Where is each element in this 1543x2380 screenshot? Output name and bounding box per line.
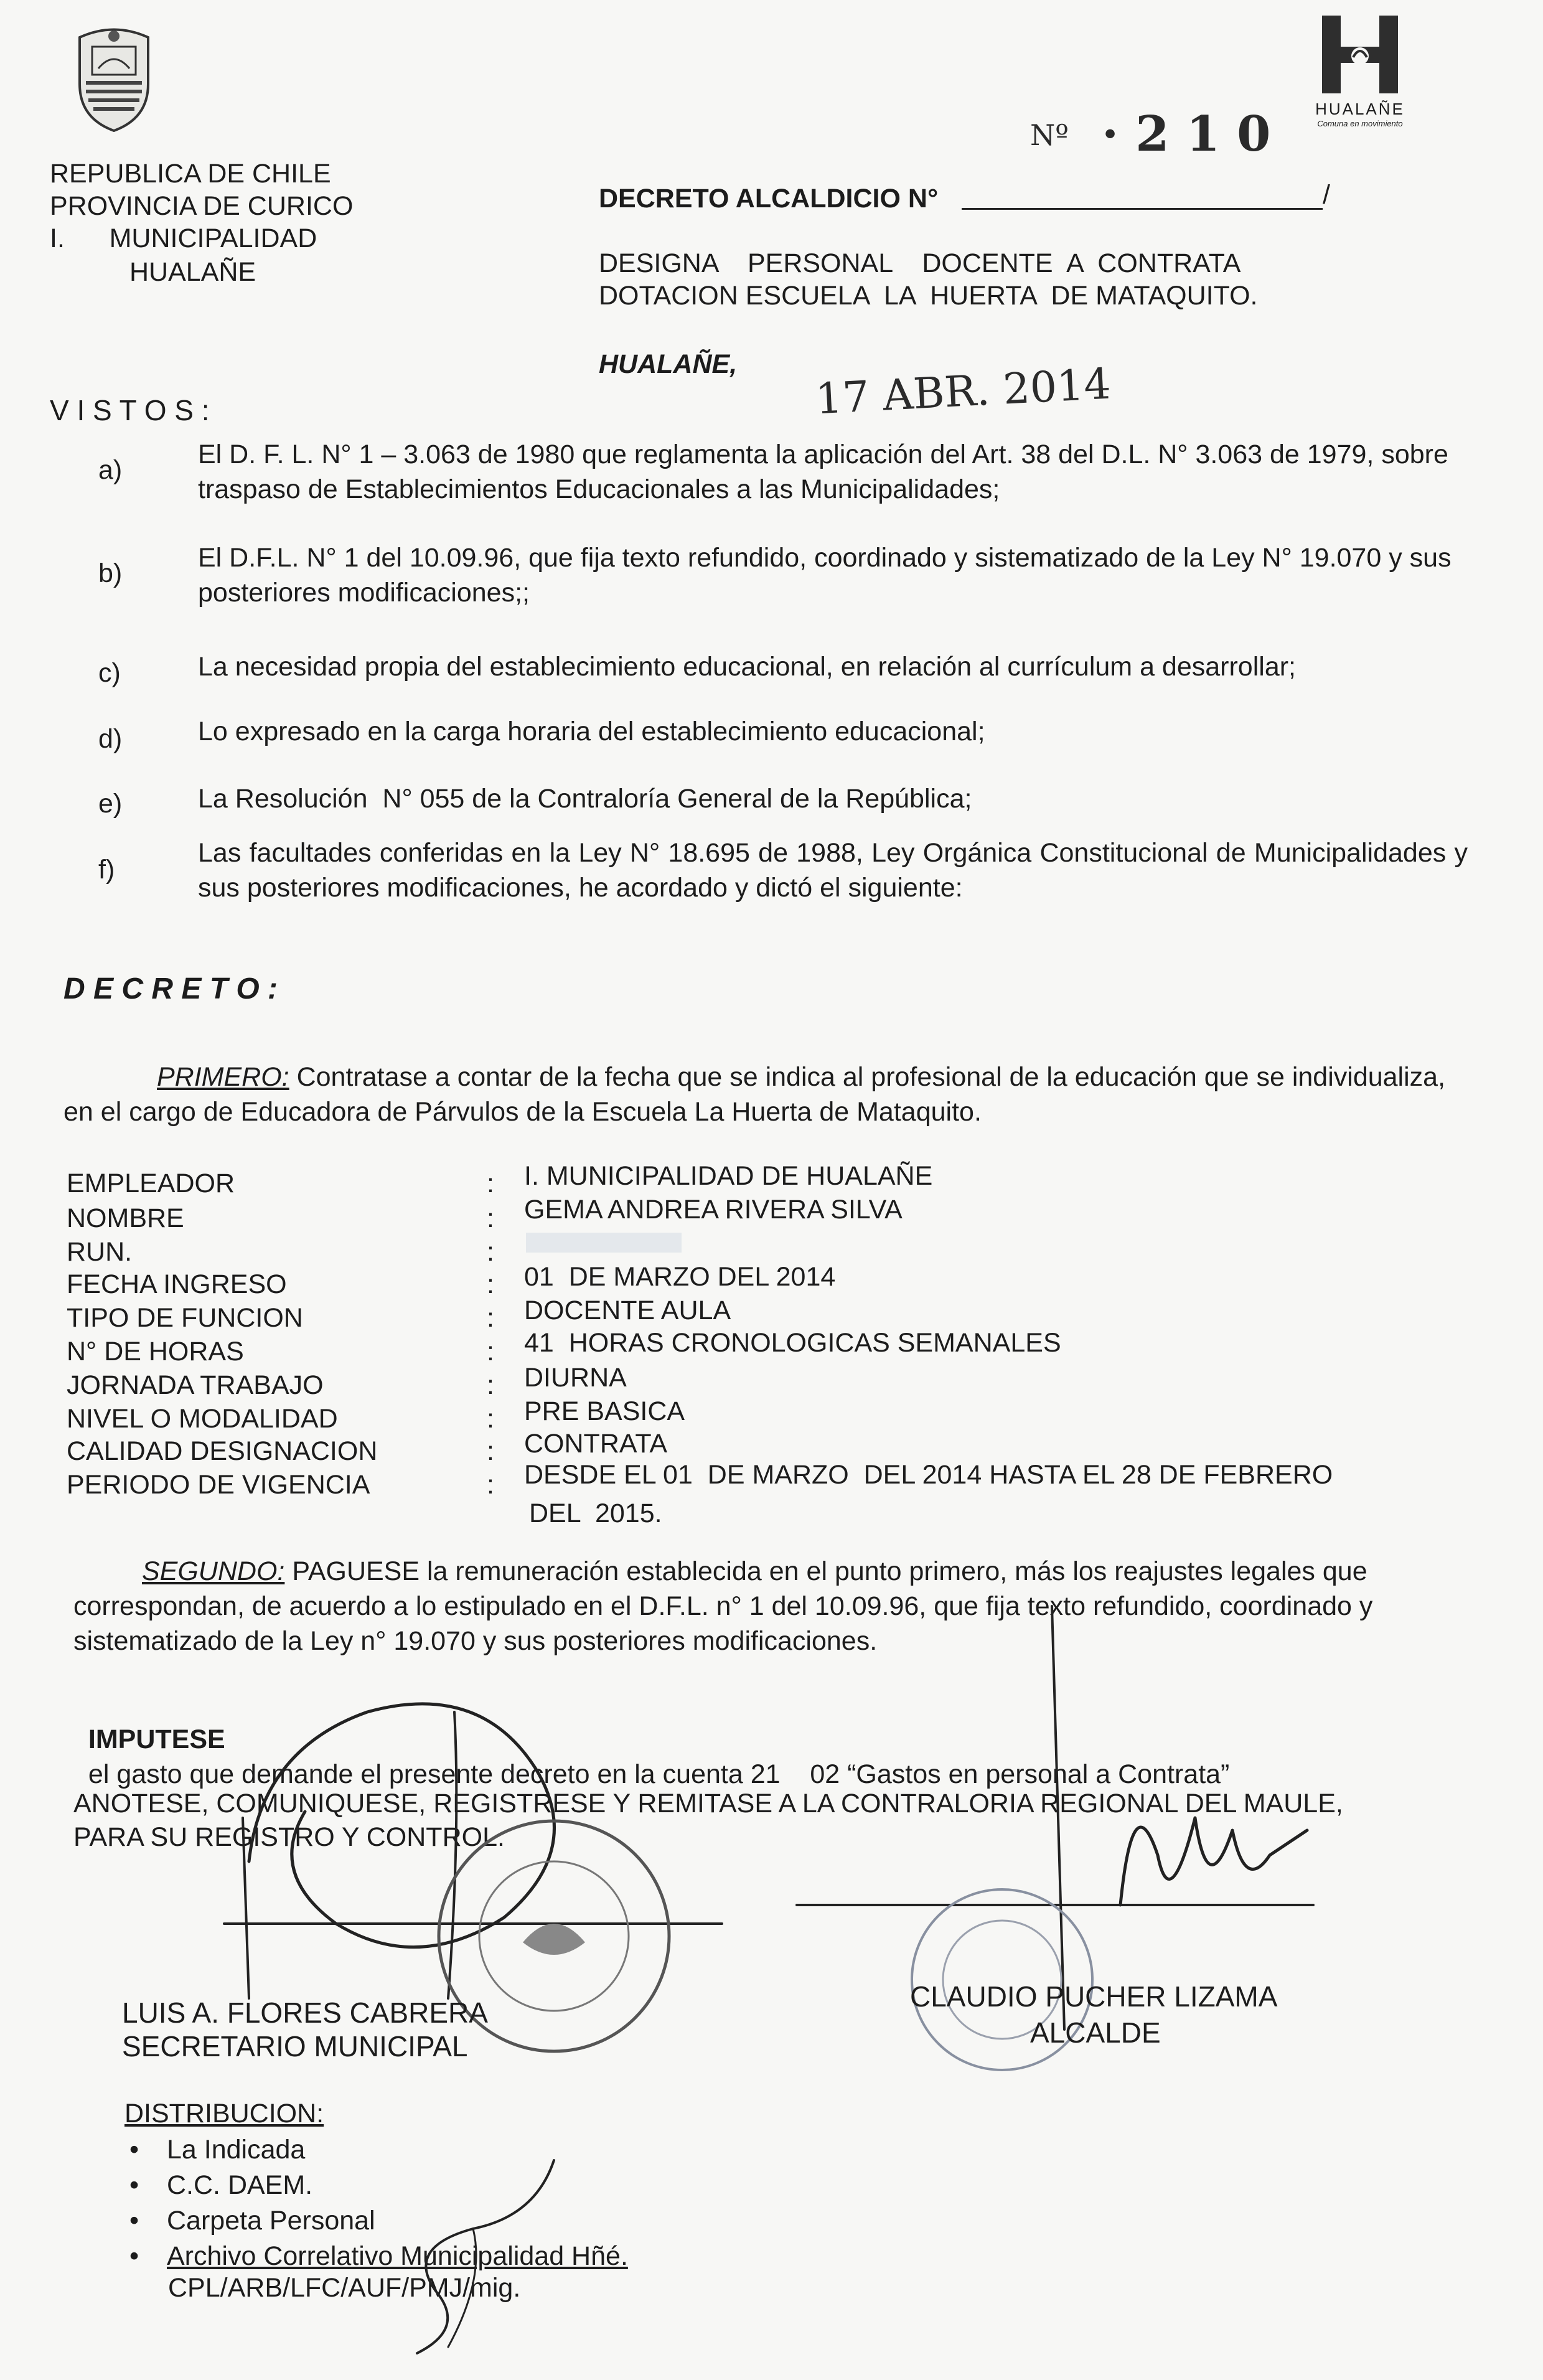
vistos-letter-a: a): [98, 455, 123, 485]
field-value-fecha-ingreso: 01 DE MARZO DEL 2014: [524, 1262, 836, 1292]
decree-number-handwritten: · 2 1 0: [1102, 106, 1271, 162]
field-label-tipo-funcion: TIPO DE FUNCION: [67, 1303, 303, 1333]
left-signatory-title: SECRETARIO MUNICIPAL: [122, 2030, 468, 2063]
field-colon: :: [487, 1303, 494, 1333]
decree-title: DECRETO ALCALDICIO N°: [599, 184, 939, 214]
field-label-horas: N° DE HORAS: [67, 1337, 244, 1366]
field-value-jornada: DIURNA: [524, 1363, 627, 1393]
right-signatory-title: ALCALDE: [1030, 2016, 1161, 2049]
field-value-vigencia: DESDE EL 01 DE MARZO DEL 2014 HASTA EL 28 DE FEBRERO: [524, 1460, 1333, 1490]
anotese-line-2: PARA SU REGISTRO Y CONTROL.: [73, 1822, 505, 1852]
field-label-vigencia: PERIODO DE VIGENCIA: [67, 1470, 370, 1500]
field-value-calidad: CONTRATA: [524, 1429, 668, 1459]
field-label-run: RUN.: [67, 1237, 133, 1267]
segundo-text: PAGUESE la remuneración establecida en el punto primero, más los reajustes legales que correspondan, de acuerdo a lo estipulado en el D.F.L. n° 1 del 10.09.96, que fija texto refundido, coordinado y sistematizado de la Ley n° 19.070 y sus posteriores modificaciones.: [73, 1556, 1373, 1656]
list-item: • Carpeta Personal: [124, 2203, 628, 2239]
vistos-letter-d: d): [98, 724, 123, 754]
imputese-text: el gasto que demande el presente decreto en la cuenta 21 02 “Gastos en personal a Contrata”: [88, 1759, 1230, 1789]
field-label-jornada: JORNADA TRABAJO: [67, 1370, 324, 1400]
vistos-letter-c: c): [98, 658, 121, 688]
field-value-vigencia-continuation: DEL 2015.: [529, 1498, 662, 1528]
vistos-letter-e: e): [98, 789, 123, 819]
decree-number-slash: /: [1323, 180, 1330, 210]
vistos-text-a: El D. F. L. N° 1 – 3.063 de 1980 que reglamenta la aplicación del Art. 38 del D.L. N° 3.063 de 1979, sobre traspaso de Establecimientos Educacionales a las Municipalidades;: [198, 440, 1448, 504]
list-item: • Archivo Correlativo Municipalidad Hñé.: [124, 2239, 628, 2274]
field-label-calidad: CALIDAD DESIGNACION: [67, 1436, 378, 1466]
field-value-nombre: GEMA ANDREA RIVERA SILVA: [524, 1195, 903, 1225]
field-colon: :: [487, 1169, 494, 1198]
subject-line-2: DOTACION ESCUELA LA HUERTA DE MATAQUITO.: [599, 281, 1258, 311]
field-colon: :: [487, 1404, 494, 1434]
field-value-run-redacted: [526, 1233, 682, 1253]
vistos-heading: V I S T O S :: [50, 394, 210, 426]
coat-of-arms-logo: [67, 25, 161, 134]
field-colon: :: [487, 1203, 494, 1233]
field-label-empleador: EMPLEADOR: [67, 1169, 235, 1198]
list-item: • C.C. DAEM.: [124, 2168, 628, 2203]
field-value-tipo-funcion: DOCENTE AULA: [524, 1296, 731, 1325]
field-value-empleador: I. MUNICIPALIDAD DE HUALAÑE: [524, 1161, 933, 1191]
vistos-text-e: La Resolución N° 055 de la Contraloría General de la República;: [198, 784, 972, 814]
field-label-fecha-ingreso: FECHA INGRESO: [67, 1269, 287, 1299]
hualane-logo: [1313, 12, 1407, 137]
institution-line-1: REPUBLICA DE CHILE: [50, 159, 331, 189]
vistos-text-c: La necesidad propia del establecimiento educacional, en relación al currículum a desarrollar;: [198, 652, 1297, 682]
vistos-letter-f: f): [98, 855, 115, 885]
list-item: • La Indicada: [124, 2132, 628, 2168]
vistos-letter-b: b): [98, 558, 123, 588]
institution-line-2: PROVINCIA DE CURICO: [50, 191, 354, 221]
distribucion-initials: CPL/ARB/LFC/AUF/PMJ/mig.: [168, 2273, 521, 2303]
field-label-nivel: NIVEL O MODALIDAD: [67, 1404, 338, 1434]
field-colon: :: [487, 1269, 494, 1299]
right-signatory-name: CLAUDIO PUCHER LIZAMA: [910, 1980, 1278, 2013]
hualane-logo-tagline: Comuna en movimiento: [1317, 119, 1403, 128]
institution-line-3: I. MUNICIPALIDAD: [50, 223, 317, 253]
hualane-logo-wordmark: HUALAÑE: [1315, 100, 1405, 118]
primero-text: Contratase a contar de la fecha que se indica al profesional de la educación que se individualiza, en el cargo de Educadora de Párvulos de la Escuela La Huerta de Mataquito.: [63, 1062, 1446, 1127]
field-label-nombre: NOMBRE: [67, 1203, 184, 1233]
field-colon: :: [487, 1470, 494, 1500]
subject-line-1: DESIGNA PERSONAL DOCENTE A CONTRATA: [599, 248, 1241, 278]
institution-line-4: HUALAÑE: [129, 257, 256, 287]
vistos-text-d: Lo expresado en la carga horaria del establecimiento educacional;: [198, 717, 985, 746]
initials-scribble: [349, 2142, 585, 2366]
primero-label: PRIMERO:: [157, 1062, 289, 1092]
distribucion-heading: DISTRIBUCION:: [124, 2099, 324, 2128]
field-colon: :: [487, 1436, 494, 1466]
imputese-label: IMPUTESE: [88, 1724, 225, 1754]
anotese-line-1: ANOTESE, COMUNIQUESE, REGISTRESE Y REMITASE A LA CONTRALORIA REGIONAL DEL MAULE,: [73, 1789, 1343, 1818]
field-colon: :: [487, 1370, 494, 1400]
segundo-label: SEGUNDO:: [142, 1556, 285, 1586]
primero-paragraph: [63, 1060, 1470, 1129]
field-colon: :: [487, 1337, 494, 1366]
decree-number-line: [962, 208, 1323, 210]
decree-number-prefix: Nº: [1030, 118, 1069, 152]
date-stamp: 17 ABR. 2014: [814, 359, 1112, 425]
place-label: HUALAÑE,: [599, 349, 738, 379]
left-signatory-name: LUIS A. FLORES CABRERA: [122, 1997, 488, 2029]
field-value-horas: 41 HORAS CRONOLOGICAS SEMANALES: [524, 1328, 1061, 1358]
field-value-nivel: PRE BASICA: [524, 1396, 685, 1426]
vistos-text-b: El D.F.L. N° 1 del 10.09.96, que fija texto refundido, coordinado y sistematizado de la Ley N° 19.070 y sus posteriores modificaciones;;: [198, 543, 1452, 608]
decreto-heading: D E C R E T O :: [63, 972, 278, 1005]
field-colon: :: [487, 1237, 494, 1267]
vistos-text-f: Las facultades conferidas en la Ley N° 18.695 de 1988, Ley Orgánica Constitucional de Municipalidades y sus posteriores modificaciones, he acordado y dictó el siguiente:: [198, 838, 1468, 903]
